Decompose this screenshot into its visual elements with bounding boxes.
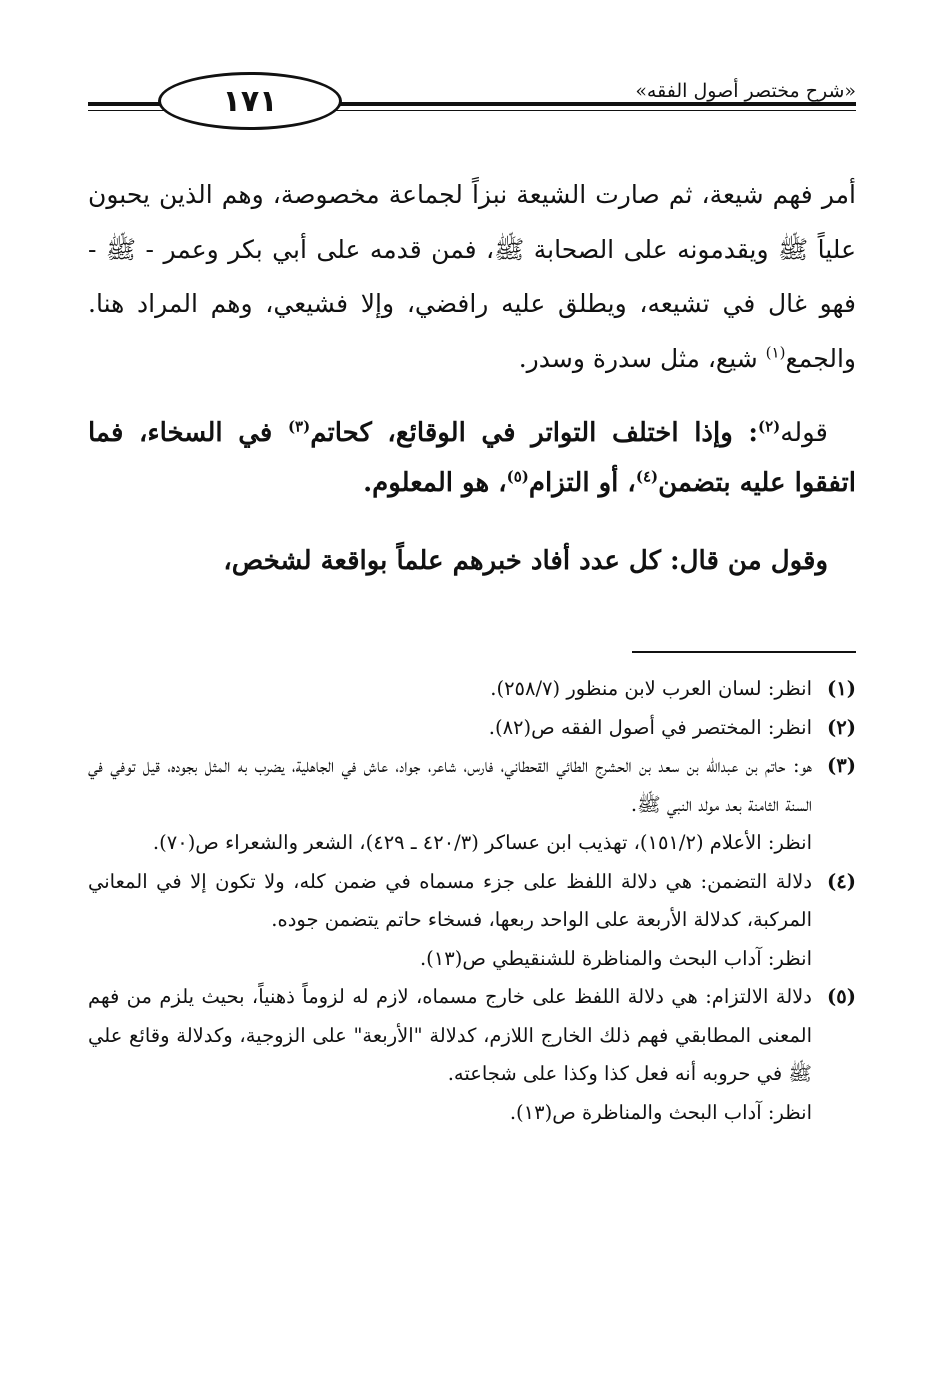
quote-part-4: ، هو المعلوم.: [363, 468, 507, 498]
footnote-text: انظر: المختصر في أصول الفقه ص(٨٢).: [488, 715, 812, 739]
running-title: «شرح مختصر أصول الفقه»: [627, 80, 856, 102]
footnote-text: دلالة الالتزام: هي دلالة اللفظ على خارج مسماه، لازم له لزوماً ذهنياً، بحيث يلزم من فهم المعنى المطابقي فهم ذلك الخارج اللازم، كدلالة "الأربعة" على الزوجية، وكدلالة وقائع علي ﷺ في حروبه أنه فعل كذا وكذا على شجاعته.: [88, 985, 812, 1085]
footnote-number: (٣): [827, 754, 856, 777]
page-number-oval: [158, 72, 342, 130]
footnote-source: انظر: آداب البحث والمناظرة للشنقيطي ص(١٣).: [419, 946, 812, 970]
footnote-number: (٤): [827, 869, 856, 893]
footnote-number: (١): [827, 677, 856, 700]
footnotes: [88, 670, 856, 1132]
footnote-3: [88, 747, 856, 863]
footnote-source: انظر: الأعلام (١٥١/٢)، تهذيب ابن عساكر (٤٢٠/٣ ـ ٤٢٩)، الشعر والشعراء ص(٧٠).: [152, 831, 812, 854]
quote-part-2: في السخاء، فما اتفقوا عليه بتضمن: [88, 418, 856, 498]
paragraph-text: أمر فهم شيعة، ثم صارت الشيعة نبزاً لجماعة مخصوصة، وهم الذين يحبون علياً ﷺ ويقدمونه على الصحابة ﷺ، فمن قدمه على أبي بكر وعمر - ﷺ - فهو غال في تشيعه، ويطلق عليه رافضي، وإلا فشيعي، وهم المراد هنا. والجمع: [88, 180, 856, 373]
footnote-4: [88, 863, 856, 979]
footnote-2: [88, 709, 856, 748]
quote-part-3: ، أو التزام: [528, 468, 636, 498]
footnote-ref-2: (٢): [757, 417, 781, 436]
paragraph-tail: شيع، مثل سدرة وسدر.: [518, 343, 766, 373]
quoted-text: [88, 408, 856, 508]
footnote-5: [88, 978, 856, 1132]
page-number: ١٧١: [222, 83, 278, 119]
footnote-1: [88, 670, 856, 709]
footnote-text: دلالة التضمن: هي دلالة اللفظ على جزء مسماه في ضمن كله، ولا تكون إلا في المعاني المركبة، كدلالة الأربعة على الواحد ربعها، فسخاء حاتم يتضمن جوده.: [88, 869, 812, 931]
quote-part-1: : وإذا اختلف التواتر في الوقائع، كحاتم: [310, 418, 758, 448]
footnote-text: هو: حاتم بن عبدالله بن سعد بن الحشرج الطائي القحطاني، فارس، شاعر، جواد، عاش في الجاهلية، يضرب به المثل بجوده، قيل توفي في السنة الثامنة بعد مولد النبي ﷺ.: [88, 754, 812, 816]
footnote-source: انظر: آداب البحث والمناظرة ص(١٣).: [509, 1100, 812, 1124]
footnote-ref-1: (١): [765, 343, 786, 362]
quote-lead: قوله: [780, 418, 828, 448]
second-quote: وقول من قال: كل عدد أفاد خبرهم علماً بواقعة لشخص،: [223, 546, 828, 576]
main-text: [88, 168, 856, 586]
commentary-paragraph: [88, 168, 856, 386]
footnote-text: انظر: لسان العرب لابن منظور (٢٥٨/٧).: [490, 677, 812, 700]
footnote-number: (٢): [827, 715, 856, 739]
footnote-ref-3: (٣): [287, 417, 311, 436]
footnote-ref-4: (٤): [635, 467, 659, 486]
footnote-ref-5: (٥): [506, 467, 529, 486]
page-header: [88, 68, 856, 136]
footnote-divider: [632, 651, 856, 653]
footnote-number: (٥): [827, 985, 856, 1008]
